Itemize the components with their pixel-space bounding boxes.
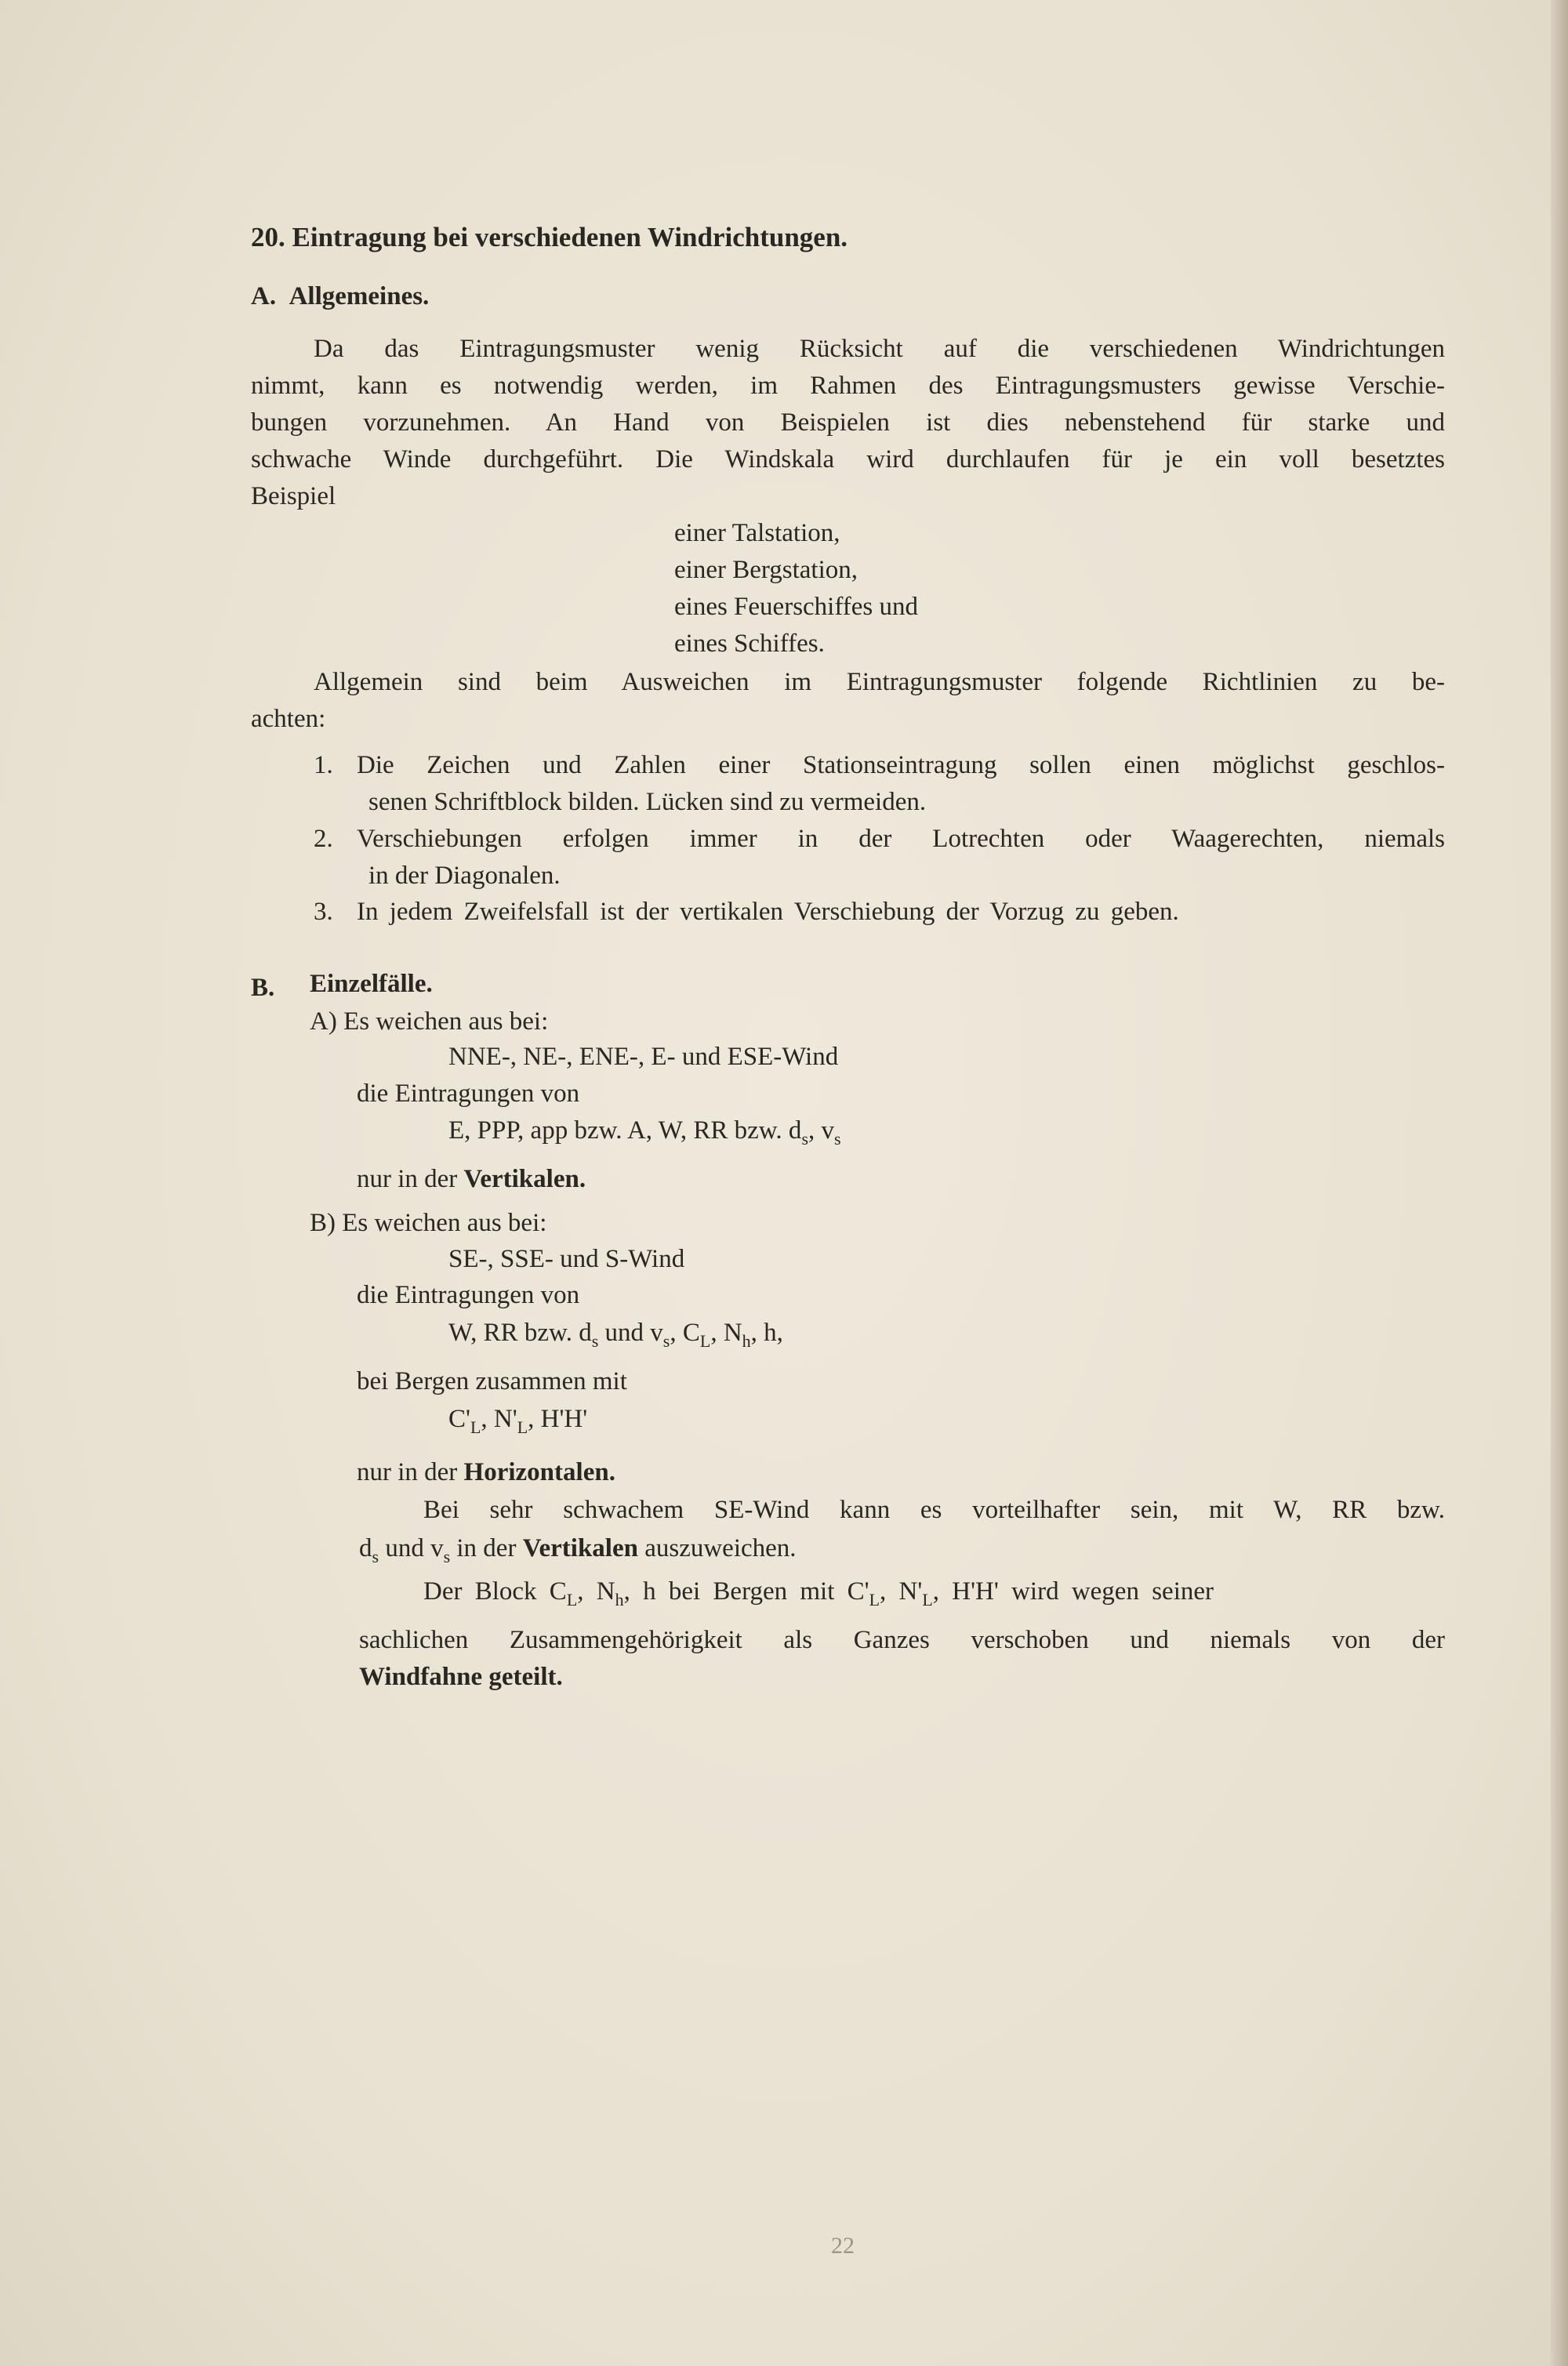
case-b-mountains-label: bei Bergen zusammen mit xyxy=(357,1367,627,1395)
example-bergstation: einer Bergstation, xyxy=(674,556,858,584)
para-line-2: nimmt, kann es notwendig werden, im Rahmen des Eintragungsmusters gewisse Verschie- xyxy=(251,372,1445,400)
case-a-entries-label: die Eintragungen von xyxy=(357,1080,580,1108)
case-a-direction-line: nur in der Vertikalen. xyxy=(357,1165,586,1193)
note-2-line-3: Windfahne geteilt. xyxy=(359,1663,563,1691)
example-schiff: eines Schiffes. xyxy=(674,630,825,658)
case-a-entries: E, PPP, app bzw. A, W, RR bzw. $d_s$, $v_s$ xyxy=(448,1116,841,1149)
note-1-line-2: $d_s$ und $v_s$ in der Vertikalen auszuweichen. xyxy=(359,1534,797,1566)
subsection-b-title: Einzelfälle. xyxy=(310,970,433,998)
note-2-line-1: Der Block $C_L$, $N_h$, h bei Bergen mit $C'_L$, $N'_L$, H'H' wird wegen seiner xyxy=(423,1577,1214,1609)
case-b-mountain-entries: $C'_L$, $N'_L$, H'H' xyxy=(448,1405,588,1437)
case-b-entries-label: die Eintragungen von xyxy=(357,1281,580,1309)
rule-1-line-1: Die Zeichen und Zahlen einer Stationseintragung sollen einen möglichst geschlos- xyxy=(357,751,1445,779)
note-1-line-1: Bei sehr schwachem SE-Wind kann es vorteilhafter sein, mit W, RR bzw. xyxy=(423,1496,1445,1524)
para-line-4: schwache Winde durchgeführt. Die Windskala wird durchlaufen für je ein voll besetztes xyxy=(251,445,1445,474)
rule-2-line-2: in der Diagonalen. xyxy=(368,862,561,890)
page-number: 22 xyxy=(831,2233,855,2259)
para-line-3: bungen vorzunehmen. An Hand von Beispielen ist dies nebenstehend für starke und xyxy=(251,408,1445,437)
case-b-entries: W, RR bzw. $d_s$ und $v_s$, $C_L$, $N_h$, h, xyxy=(448,1319,783,1351)
rule-2-line-1: Verschiebungen erfolgen immer in der Lotrechten oder Waagerechten, niemals xyxy=(357,825,1445,853)
para-line-5: Beispiel xyxy=(251,482,336,510)
case-b-winds: SE-, SSE- und S-Wind xyxy=(448,1245,685,1273)
rule-1-number: 1. xyxy=(314,751,333,779)
rule-3-number: 3. xyxy=(314,898,333,926)
case-b-label: B) Es weichen aus bei: xyxy=(310,1209,547,1237)
case-a-winds: NNE-, NE-, ENE-, E- und ESE-Wind xyxy=(448,1043,839,1071)
rules-intro-line-1: Allgemein sind beim Ausweichen im Eintragungsmuster folgende Richtlinien zu be- xyxy=(314,668,1445,696)
rule-1-line-2: senen Schriftblock bilden. Lücken sind zu vermeiden. xyxy=(368,788,927,816)
example-talstation: einer Talstation, xyxy=(674,519,840,547)
book-spine-edge xyxy=(1551,0,1568,2366)
rule-2-number: 2. xyxy=(314,825,333,853)
subsection-b-label: B. xyxy=(251,974,275,1002)
note-2-line-2: sachlichen Zusammengehörigkeit als Ganzes verschoben und niemals von der xyxy=(359,1626,1445,1654)
rules-intro-line-2: achten: xyxy=(251,705,326,733)
example-feuerschiff: eines Feuerschiffes und xyxy=(674,593,918,621)
subsection-a-heading: A. Allgemeines. xyxy=(251,282,430,310)
case-a-label: A) Es weichen aus bei: xyxy=(310,1007,549,1036)
case-b-direction-line: nur in der Horizontalen. xyxy=(357,1458,615,1486)
para-line-1: Da das Eintragungsmuster wenig Rücksicht auf die verschiedenen Windrichtungen xyxy=(314,335,1445,363)
rule-3-line-1: In jedem Zweifelsfall ist der vertikalen Verschiebung der Vorzug zu geben. xyxy=(357,898,1179,926)
section-heading: 20. Eintragung bei verschiedenen Windrichtungen. xyxy=(251,222,848,252)
